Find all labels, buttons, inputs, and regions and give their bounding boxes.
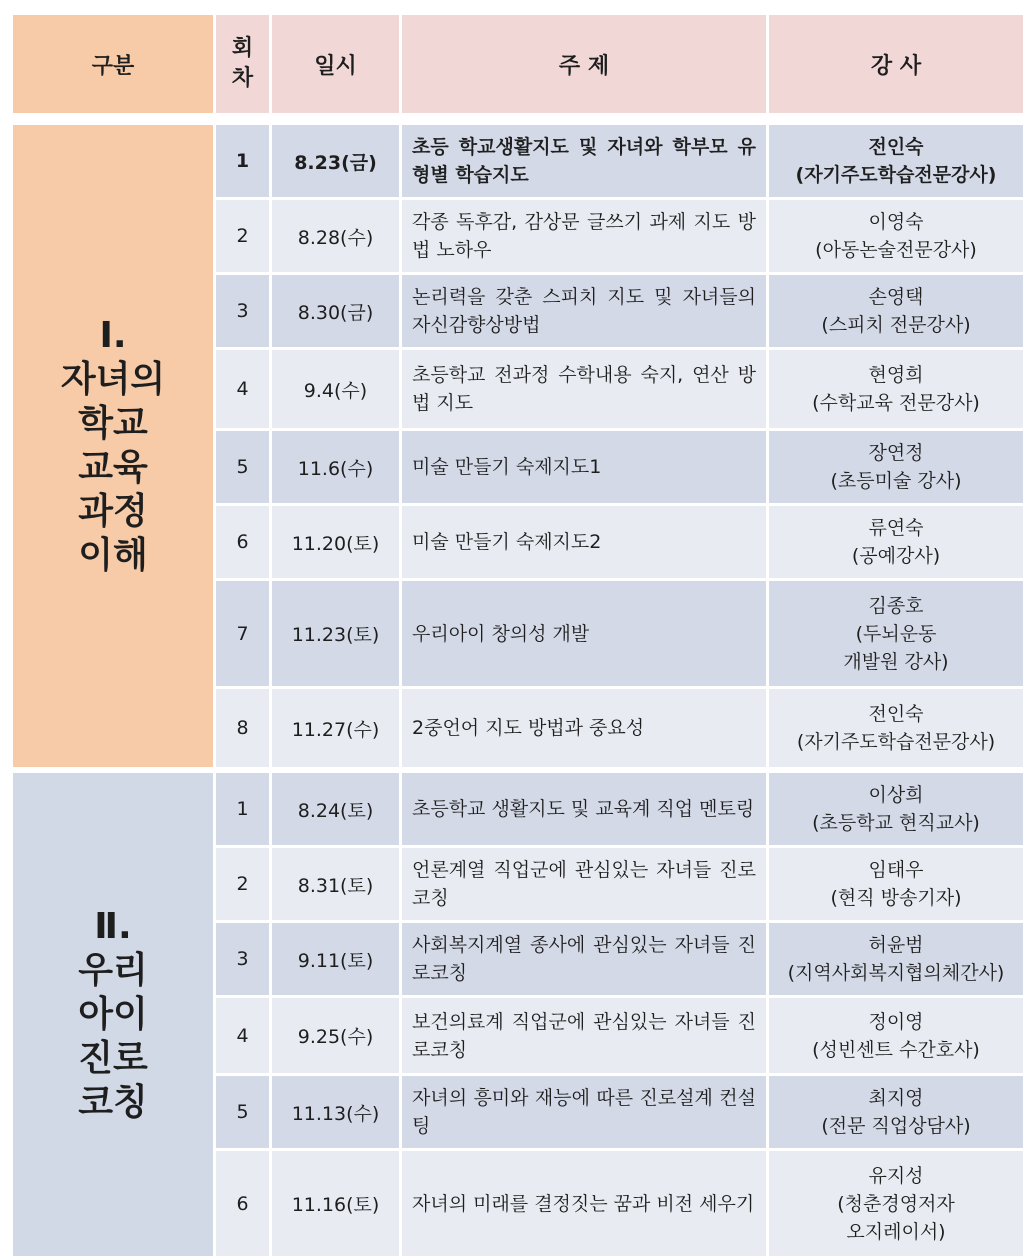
topic-cell: 자녀의 미래를 결정짓는 꿈과 비전 세우기 xyxy=(402,1151,766,1256)
topic-cell: 초등 학교생활지도 및 자녀와 학부모 유형별 학습지도 xyxy=(402,125,766,197)
lecturer-line: (초등미술 강사) xyxy=(830,470,962,492)
lecturer-line: 유지성 xyxy=(868,1164,924,1187)
lecturer-line: 전인숙 xyxy=(868,136,924,158)
round-cell: 5 xyxy=(216,431,269,503)
lecturer-line: 류연숙 xyxy=(868,517,924,539)
section-title-line: 이해 xyxy=(78,535,148,576)
lecturer-cell xyxy=(769,998,1023,1073)
topic-cell: 2중언어 지도 방법과 중요성 xyxy=(402,689,766,767)
lecturer-cell xyxy=(769,1076,1023,1148)
lecturer-line: 이영숙 xyxy=(868,211,924,233)
section-title-line: 코칭 xyxy=(78,1081,148,1123)
section-title-line: Ⅱ. xyxy=(94,905,132,947)
round-cell: 5 xyxy=(216,1076,269,1148)
lecturer-line: (지역사회복지협의체간사) xyxy=(787,962,1005,984)
date-cell: 8.30(금) xyxy=(272,275,399,347)
lecturer-line: 현영희 xyxy=(868,364,924,386)
round-cell: 6 xyxy=(216,1151,269,1256)
table-row xyxy=(13,773,1023,845)
lecturer-line: (아동논술전문강사) xyxy=(815,239,977,261)
lecturer-line: 개발원 강사) xyxy=(843,650,949,673)
section-title-line: 과정 xyxy=(78,491,148,532)
lecturer-line: (자기주도학습전문강사) xyxy=(796,731,996,753)
table-row xyxy=(13,125,1023,197)
topic-cell: 언론계열 직업군에 관심있는 자녀들 진로코칭 xyxy=(402,848,766,920)
date-cell: 9.4(수) xyxy=(272,350,399,428)
lecturer-line: (스피치 전문강사) xyxy=(821,314,971,336)
header-gap xyxy=(13,116,1023,122)
header-round-line-1: 회 xyxy=(231,36,254,61)
lecturer-cell xyxy=(769,773,1023,845)
topic-cell: 논리력을 갖춘 스피치 지도 및 자녀들의 자신감향상방법 xyxy=(402,275,766,347)
lecturer-line: 임태우 xyxy=(868,859,924,881)
date-cell: 11.20(토) xyxy=(272,506,399,578)
section-title-2 xyxy=(13,773,213,1256)
schedule-table xyxy=(10,12,1026,1259)
lecturer-cell xyxy=(769,125,1023,197)
date-cell: 8.24(토) xyxy=(272,773,399,845)
lecturer-line: (전문 직업상담사) xyxy=(821,1115,971,1137)
round-cell: 4 xyxy=(216,998,269,1073)
topic-cell: 보건의료계 직업군에 관심있는 자녀들 진로코칭 xyxy=(402,998,766,1073)
date-cell: 11.23(토) xyxy=(272,581,399,686)
header-round-line-2: 차 xyxy=(231,66,254,91)
header-lecturer: 강 사 xyxy=(769,15,1023,113)
topic-cell: 초등학교 전과정 수학내용 숙지, 연산 방법 지도 xyxy=(402,350,766,428)
lecturer-line: (자기주도학습전문강사) xyxy=(795,164,997,186)
date-cell: 9.25(수) xyxy=(272,998,399,1073)
lecturer-cell xyxy=(769,506,1023,578)
topic-cell: 미술 만들기 숙제지도2 xyxy=(402,506,766,578)
section-title-line: 우리 xyxy=(78,949,148,991)
section-title-line: Ⅰ. xyxy=(99,315,127,356)
date-cell: 9.11(토) xyxy=(272,923,399,995)
topic-cell: 초등학교 생활지도 및 교육계 직업 멘토링 xyxy=(402,773,766,845)
round-cell: 1 xyxy=(216,773,269,845)
round-cell: 2 xyxy=(216,848,269,920)
date-cell: 8.31(토) xyxy=(272,848,399,920)
round-cell: 4 xyxy=(216,350,269,428)
lecturer-line: (현직 방송기자) xyxy=(830,887,962,909)
lecturer-line: 최지영 xyxy=(868,1087,924,1109)
round-cell: 8 xyxy=(216,689,269,767)
lecturer-line: (초등학교 현직교사) xyxy=(812,812,980,834)
section-title-line: 학교 xyxy=(78,403,148,444)
topic-cell: 사회복지계열 종사에 관심있는 자녀들 진로코칭 xyxy=(402,923,766,995)
lecturer-cell xyxy=(769,581,1023,686)
section-title-line: 진로 xyxy=(78,1037,148,1079)
lecturer-line: 손영택 xyxy=(868,286,924,308)
header-date: 일시 xyxy=(272,15,399,113)
date-cell: 11.6(수) xyxy=(272,431,399,503)
date-cell: 11.16(토) xyxy=(272,1151,399,1256)
round-cell: 7 xyxy=(216,581,269,686)
round-cell: 1 xyxy=(216,125,269,197)
date-cell: 8.23(금) xyxy=(272,125,399,197)
section-title-line: 자녀의 xyxy=(60,359,166,400)
round-cell: 3 xyxy=(216,275,269,347)
lecturer-line: 허윤범 xyxy=(868,934,924,956)
lecturer-line: (공예강사) xyxy=(851,545,941,567)
lecturer-cell xyxy=(769,848,1023,920)
round-cell: 3 xyxy=(216,923,269,995)
section-title-line: 교육 xyxy=(78,447,148,488)
round-cell: 2 xyxy=(216,200,269,272)
table-body xyxy=(13,116,1023,1256)
lecturer-cell xyxy=(769,350,1023,428)
topic-cell: 미술 만들기 숙제지도1 xyxy=(402,431,766,503)
date-cell: 8.28(수) xyxy=(272,200,399,272)
round-cell: 6 xyxy=(216,506,269,578)
lecturer-line: 정이영 xyxy=(868,1010,924,1033)
section-title-line: 아이 xyxy=(78,993,148,1035)
header-row xyxy=(13,15,1023,113)
lecturer-cell xyxy=(769,431,1023,503)
lecturer-line: 오지레이서) xyxy=(846,1220,946,1243)
lecturer-cell xyxy=(769,200,1023,272)
lecturer-line: (성빈센트 수간호사) xyxy=(812,1038,980,1061)
lecturer-cell xyxy=(769,275,1023,347)
lecturer-cell xyxy=(769,923,1023,995)
header-round xyxy=(216,15,269,113)
lecturer-line: 전인숙 xyxy=(868,703,924,725)
lecturer-line: 김종호 xyxy=(868,594,924,617)
lecturer-line: 장연정 xyxy=(868,442,924,464)
lecturer-line: (청춘경영저자 xyxy=(837,1192,955,1215)
section-title-1 xyxy=(13,125,213,767)
lecturer-line: (수학교육 전문강사) xyxy=(812,392,980,414)
topic-cell: 각종 독후감, 감상문 글쓰기 과제 지도 방법 노하우 xyxy=(402,200,766,272)
header-topic: 주 제 xyxy=(402,15,766,113)
topic-cell: 우리아이 창의성 개발 xyxy=(402,581,766,686)
lecturer-line: 이상희 xyxy=(868,784,924,806)
date-cell: 11.13(수) xyxy=(272,1076,399,1148)
lecturer-cell xyxy=(769,1151,1023,1256)
header-category: 구분 xyxy=(13,15,213,113)
topic-cell: 자녀의 흥미와 재능에 따른 진로설계 컨설팅 xyxy=(402,1076,766,1148)
lecturer-cell xyxy=(769,689,1023,767)
lecturer-line: (두뇌운동 xyxy=(855,622,937,645)
header-gap-cell xyxy=(13,116,1023,122)
date-cell: 11.27(수) xyxy=(272,689,399,767)
